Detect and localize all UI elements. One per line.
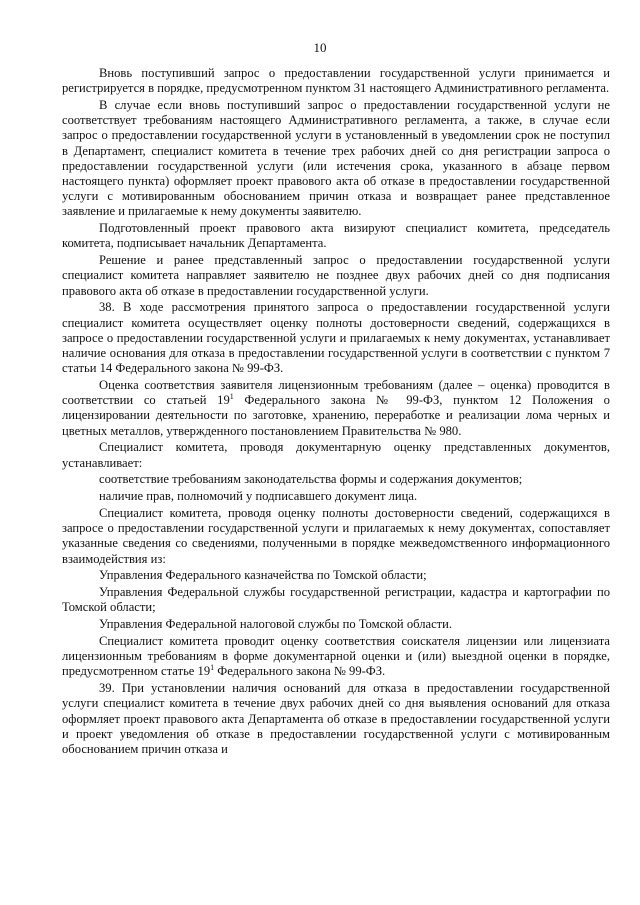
paragraph: Подготовленный проект правового акта визируют специалист комитета, председатель комитета, подписывает начальник Департамента. — [62, 221, 610, 251]
paragraph: Вновь поступивший запрос о предоставлении государственной услуги принимается и регистрируется в порядке, предусмотренном пунктом 31 настоящего Административного регламента. — [62, 66, 610, 96]
paragraph-assessment — [62, 378, 610, 439]
paragraph: В случае если вновь поступивший запрос о предоставлении государственной услуги не соответствует требованиям настоящего Административного регламента, а также, в случае если запрос о предоставлении государственной услуги в установленный в уведомлении срок не поступил в Департамент, специалист комитета в течение трех рабочих дней со дня регистрации запроса о предоставлении государственной услуги (или истечения срока, указанного в абзаце первом настоящего пункта) оформляет проект правового акта об отказе в предоставлении государственной услуги с мотивированным обоснованием причин отказа и возвращает ранее представленное заявление и прилагаемые к нему документы заявителю. — [62, 98, 610, 219]
text-fragment: Федерального закона № 99-ФЗ. — [214, 664, 386, 679]
list-item: соответствие требованиям законодательства формы и содержания документов; — [99, 472, 523, 487]
list-item: наличие прав, полномочий у подписавшего документ лица. — [99, 489, 418, 504]
document-body — [62, 66, 610, 759]
superscript: 1 — [210, 663, 215, 673]
paragraph: Решение и ранее представленный запрос о предоставлении государственной услуги специалист комитета направляет заявителю не позднее двух рабочих дней со дня подписания правового акта об отказе в предоставлении государственной услуги. — [62, 253, 610, 298]
superscript: 1 — [229, 392, 234, 402]
list-item: Управления Федеральной налоговой службы по Томской области. — [99, 617, 453, 632]
text-fragment: Оценка соответствия заявителя лицензионным требованиям (далее – оценка) проводится в соответствии со статьей 19 — [62, 378, 610, 408]
list-item: Управления Федеральной службы государственной регистрации, кадастра и картографии по Томской области; — [62, 585, 610, 615]
paragraph: Специалист комитета, проводя оценку полноты достоверности сведений, содержащихся в запросе о предоставлении государственной услуги и прилагаемых к нему документах, сопоставляет указанные сведения со сведениями, полученными в порядке межведомственного информационного взаимодействия из: — [62, 506, 610, 566]
text-fragment: Специалист комитета проводит оценку соответствия соискателя лицензии или лицензиата лицензионным требованиям в форме документарной оценки и (или) выездной оценки в порядке, предусмотренном статье 19 — [62, 634, 610, 679]
page-number: 10 — [313, 40, 327, 55]
text-fragment: Федерального закона № 99-ФЗ, пунктом 12 Положения о лицензировании деятельности по заготовке, хранению, переработке и реализации лома черных и цветных металлов, утвержденного постановлением Правительства № 980. — [62, 393, 610, 438]
paragraph-item-39: 39. При установлении наличия оснований для отказа в предоставлении государственной услуги специалист комитета в течение двух рабочих дней со дня выявления оснований для отказа оформляет проект правового акта Департамента об отказе в предоставлении государственной услуги и проект уведомления об отказе в предоставлении государственной услуги с мотивированным обоснованием причин отказа и — [62, 681, 610, 757]
paragraph-onsite-assessment — [62, 634, 610, 680]
paragraph: Специалист комитета, проводя документарную оценку представленных документов, устанавливает: — [62, 440, 610, 470]
list-item: Управления Федерального казначейства по Томской области; — [99, 568, 427, 583]
paragraph-item-38: 38. В ходе рассмотрения принятого запроса о предоставлении государственной услуги специалист комитета осуществляет оценку полноты достоверности сведений, содержащихся в запросе о предоставлении государственной услуги и прилагаемых к нему документах, устанавливает наличие основания для отказа в предоставлении государственной услуги в соответствии с пунктом 7 статьи 14 Федерального закона № 99-ФЗ. — [62, 300, 610, 376]
